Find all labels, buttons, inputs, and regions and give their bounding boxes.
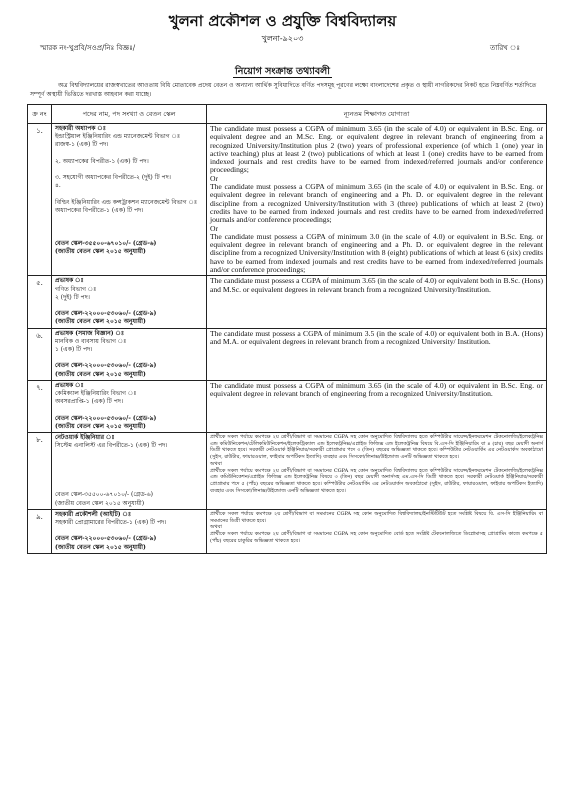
post-line	[55, 223, 203, 231]
post-line: সহকারী অধ্যাপক ঃ	[55, 125, 106, 132]
date-label: তারিখ ঃ	[490, 44, 520, 52]
qualification-paragraph: Or	[210, 173, 219, 183]
row-post-cell	[52, 328, 207, 380]
table-row	[28, 276, 547, 328]
row-serial: ৫.	[28, 276, 52, 328]
post-line	[55, 215, 203, 223]
row-qualification-cell	[207, 509, 547, 553]
post-line	[55, 459, 203, 467]
post-line: বেতন স্কেল-২২০০০-৫৩০৬০/- (গ্রেড-৯)	[55, 310, 157, 318]
post-line: বেতন স্কেল-২২০০০-৫৩০৬০/- (গ্রেড-৯)	[55, 535, 157, 543]
qualification-paragraph: The candidate must possess a CGPA of minimum 3.65 (in the scale of 4.0) or equivalent in B.Sc. Eng. or equivalent degree in relevant branch of engineering and a Ph. D. or equivalent degree in the relevant discipline from a recognized University/Institution with 3 (three) publications of which at least 2 (two) credits have to be earned from indexed journals and rest credits have to be earned from indexed/referred journals and/or conference proceedings;	[210, 182, 543, 225]
post-line: রাজস্ব-১ (এক) টি পদ।	[55, 141, 109, 149]
intro-paragraph: অত্র বিশ্ববিদ্যালয়ের রাজস্বখাতের আওতায় বিধি মোতাবেক প্রদেয় বেতন ও অন্যান্য আর্থিক সুবিধাদিতে বর্ণিত পদসমূহ পূরণের লক্ষ্যে বাংলাদেশের প্রকৃত ও স্থায়ী নাগরিকদের নিকট হতে নিম্নবর্ণিত শর্তাদিতে সম্পূর্ণ অস্থায়ী ভিত্তিতে দরখাস্ত আহবান করা যাচ্ছে।	[30, 82, 537, 98]
row-post-cell	[52, 433, 207, 510]
post-line	[55, 354, 203, 362]
qualification-paragraph: প্রার্থীকে সকল পর্যায়ে কমপক্ষে ২য় শ্রেণী/বিভাগ বা সমমানের CGPA সহ কোন অনুমোদিত বোর্ড হতে সংশ্লিষ্ট টেকনোলজিতে ডিপ্লোমাসহ প্রোগ্রামিং কাজে কমপক্ষে ৫ (পাঁচ) বছরের চাকুরির অভিজ্ঞতা থাকতে হবে।	[210, 530, 543, 544]
post-line: সিস্টেম এনালিস্ট এর বিপরীতে-১ (এক) টি পদ।	[55, 442, 168, 450]
post-line: প্রভাষক ঃ	[55, 277, 84, 285]
qualification-paragraph: অথবা	[210, 524, 222, 531]
post-line: সহকারী প্রোগ্রামারের বিপরীতে-১ (এক) টি পদ।	[55, 519, 167, 527]
post-line: বেতন স্কেল-২২০০০-৫৩০৬০/- (গ্রেড-৯)	[55, 414, 157, 422]
header-serial: ক্র নং	[28, 105, 52, 124]
post-line: ১ (এক) টি পদ।	[55, 345, 93, 353]
row-serial: ১.	[28, 124, 52, 276]
university-city: খুলনা-৯২০৩	[261, 34, 304, 43]
post-line: ২ (দুই) টি পদ।	[55, 293, 90, 301]
row-post-cell	[52, 124, 207, 276]
qualification-paragraph: Or	[210, 223, 219, 233]
row-serial: ৮.	[28, 433, 52, 510]
post-line	[55, 450, 203, 458]
post-line: অবসরপ্রাপ্তি-১ (এক) টি পদ।	[55, 398, 124, 406]
row-post-cell	[52, 380, 207, 432]
post-line: (জাতীয় বেতন স্কেল ২০১৫ অনুযায়ী)	[55, 422, 146, 430]
reference-number: স্মারক নং-খুপ্রবি/সওপ্র/নিঃ বিজ্ঞঃ/	[40, 44, 136, 52]
post-line: বিল্ডিং ইঞ্জিনিয়ারিং এন্ড কন্সট্রাকশন ম্যানেজমেন্ট বিভাগ ঃ	[55, 198, 198, 206]
row-serial: ৬.	[28, 328, 52, 380]
header-post: পদের নাম, পদ সংখ্যা ও বেতন স্কেল	[52, 105, 207, 124]
post-line: (জাতীয় বেতন স্কেল ২০১৫ অনুযায়ী)	[55, 370, 146, 378]
row-qualification-cell	[207, 433, 547, 510]
qualification-paragraph: প্রার্থীকে সকল পর্যায়ে কমপক্ষে ২য় শ্রেণী/বিভাগ বা সমমানের CGPA সহ কোন অনুমোদিত বিশ্ববিদ্যালয় হতে কম্পিউটার সায়েন্স/ইনফরমেশন টেকনোলজি/ইলেকট্রনিক্স এন্ড কমিউনিকেশন/টেলিকমিউনিকেশন/ইলেকট্রিক্যাল এন্ড ইলেকট্রনিক্স/এপ্লাইড ফিজিক্স এন্ড ইলেকট্রনিক্স বিষয়ে বি.এস-সি ইঞ্জিনিয়ারিং বা ৪ (চার) বছর মেয়াদী অনার্স ডিগ্রী থাকতে হবে। সরকারী নেটওয়ার্ক ইঞ্জিনিয়ার/সরকারী প্রোগ্রামার পদে ৩ (তিন) বছরের অভিজ্ঞতা থাকতে হবে। কম্পিউটার নেটওয়ার্কিং এর নেটওয়ার্কস অবকাঠামো (সুইস, রাউটার, ফায়ারওয়াল, ফাইবার অপটিকস ইত্যাদি) ব্যবহার এবং সিসকো/লিনাক্স/উইন্ডোজ এনটি অভিজ্ঞতা থাকতে হবে।	[210, 434, 543, 461]
qualification-paragraph: The candidate must possess a CGPA of minimum 3.5 (in the scale of 4.0) or equivalent both in B.A. (Hons) and M.A. or equivalent degrees in relevant branch from a recognized University/ Institution.	[210, 328, 543, 346]
post-line: ৪.	[55, 182, 61, 190]
post-line: অধ্যাপকের বিপরীতে-১ (এক) টি পদ।	[55, 207, 144, 215]
post-line: (জাতীয় বেতন স্কেল ২০১৫ অনুযায়ী)	[55, 318, 146, 326]
post-line	[55, 166, 203, 174]
header-qualification: ন্যূনতম শিক্ষাগত যোগ্যতা	[207, 105, 547, 124]
row-qualification-cell	[207, 380, 547, 432]
post-line: প্রভাষক ঃ	[55, 381, 84, 389]
qualification-paragraph: The candidate must possess a CGPA of minimum 3.65 (in the scale of 4.0) or equivalent in B.Sc. Eng. or equivalent degree in relevant branch of engineering from a recognized University/Institution.	[210, 380, 543, 399]
row-qualification-cell	[207, 276, 547, 328]
post-line	[55, 302, 203, 310]
post-line: প্রভাষক (সমাজ বিজ্ঞান) ঃ	[55, 329, 125, 337]
qualification-paragraph: প্রার্থীকে সকল পর্যায়ে কমপক্ষে ২য় শ্রেণী/বিভাগ বা সমমানের CGPA সহ কোন অনুমোদিত বিশ্ববিদ্যালয় হতে কম্পিউটার সায়েন্স/ইনফরমেশন টেকনোলজি/ইলেকট্রনিক্স এন্ড কমিউনিকেশন/এপ্লাইড ফিজিক্স এন্ড ইলেকট্রনিক্স বিষয়ে ৩ (তিন) বছর মেয়াদী অনার্সসহ এম.এস-সি ডিগ্রী থাকতে হবে। সরকারী নেটওয়ার্ক ইঞ্জিনিয়ার/সরকারী প্রোগ্রামার পদে ৫ (পাঁচ) বছরের অভিজ্ঞতা থাকতে হবে। কম্পিউটার নেটওয়ার্কিং এর নেটওয়ার্কস অবকাঠামো (সুইস, রাউটার, ফায়ারওয়াল, ফাইবার অপটিকস ইত্যাদি) ব্যবহার এবং সিসকো/লিনাক্স/উইন্ডোজ এনটি অভিজ্ঞতা থাকতে হবে।	[210, 467, 543, 494]
post-line: (জাতীয় বেতন স্কেল ২০১৫ অনুযায়ী)	[55, 499, 145, 507]
qualification-paragraph: The candidate must possess a CGPA of minimum 3.65 (in the scale of 4.0) or equivalent in B.Sc. Eng. or equivalent degree and an M.Sc. Eng. or equivalent degree in relevant branch of engineering from a recognized University/Institution plus 2 (two) years of professional experience (of which 1 (one) year in active teaching) plus at least 2 (two) publications of which at least 1 (one) credits have to be earned from indexed journals and rest credits have to be earned from indexed/referred journals and/or conference proceedings;	[210, 124, 543, 175]
post-line: বেতন স্কেল-৩৫৫০০-৬৭০১০/- (গ্রেড-৬)	[55, 491, 153, 499]
qualification-paragraph: অথবা	[210, 460, 222, 467]
qualification-paragraph: The candidate must possess a CGPA of minimum 3.0 (in the scale of 4.0) or equivalent in B.Sc. Eng. or equivalent degree in relevant branch of engineering and a Ph. D. or equivalent degree in the relevant discipline from a recognized University/Institution with 8 (eight) publications of which at least 6 (six) credits have to be earned from indexed journals and rest credits have to be earned from indexed/referred journals and/or conference proceedings;	[210, 231, 543, 275]
table-row	[28, 124, 547, 276]
row-qualification-cell	[207, 124, 547, 276]
row-qualification-cell	[207, 328, 547, 380]
qualification-paragraph: প্রার্থীকে সকল পর্যায়ে কমপক্ষে ২য় শ্রেণী/বিভাগ বা সমমানের CGPA সহ কোন অনুমোদিত বিশ্ববিদ্যালয়/ইনস্টিটিউট হতে সংশ্লিষ্ট বিষয়ে বি. এস-সি ইঞ্জিনিয়ারিং বা সমমানের ডিগ্রী থাকতে হবে।	[210, 510, 543, 524]
post-line: (জাতীয় বেতন স্কেল ২০১৫ অনুযায়ী)	[55, 543, 146, 551]
ad-title-text: নিয়োগ সংক্রান্ত তথ্যাবলী	[235, 66, 330, 77]
table-row	[28, 380, 547, 432]
post-line	[55, 150, 203, 158]
post-line	[55, 483, 203, 491]
post-line: মানবিক ও ব্যবসায় বিভাগ ঃ	[55, 337, 127, 345]
table-row	[28, 328, 547, 380]
post-line: ২. অধ্যাপকের বিপরীত-১ (এক) টি পদ।	[55, 157, 149, 165]
recruitment-table	[27, 104, 547, 554]
row-serial: ৭.	[28, 380, 52, 432]
row-post-cell	[52, 276, 207, 328]
post-line: নেটওয়ার্ক ইঞ্জিনিয়ার ঃ	[55, 434, 115, 441]
post-line	[55, 467, 203, 475]
post-line: (জাতীয় বেতন স্কেল ২০১৫ অনুযায়ী)	[55, 248, 146, 256]
post-line	[55, 475, 203, 483]
university-name: খুলনা প্রকৌশল ও প্রযুক্তি বিশ্ববিদ্যালয়	[168, 12, 397, 30]
ad-title	[0, 65, 565, 80]
post-line: সহকারী প্রকৌশলী (আইটি) ঃ	[55, 510, 132, 518]
table-header-row	[28, 105, 547, 124]
row-serial: ৯.	[28, 509, 52, 553]
row-post-cell	[52, 509, 207, 553]
post-line: বেতন স্কেল-২২০০০-৫৩০৬০/- (গ্রেড-৯)	[55, 362, 157, 370]
post-line	[55, 527, 203, 535]
post-line: কেমিক্যাল ইঞ্জিনিয়ারিং বিভাগ ঃ	[55, 389, 137, 397]
qualification-paragraph: The candidate must possess a CGPA of minimum 3.65 (in the scale of 4.0) or equivalent both in B.Sc. (Hons) and M.Sc. or equivalent degrees in relevant branch from a recognized University/Institution.	[210, 276, 543, 294]
post-line	[55, 406, 203, 414]
post-line: ইন্ডাস্ট্রিয়াল ইঞ্জিনিয়ারিং এন্ড ম্যানেজমেন্ট বিভাগ ঃ	[55, 133, 181, 141]
post-line: গণিত বিভাগ ঃ	[55, 285, 97, 293]
table-row	[28, 509, 547, 553]
post-line	[55, 232, 203, 240]
post-line: ৩. সহযোগী অধ্যাপকের বিপরীতে-২ (দুই) টি পদ।	[55, 174, 171, 182]
table-row	[28, 433, 547, 510]
post-line	[55, 191, 203, 199]
post-line: বেতন স্কেল-৩৫৫০০-৬৭০১০/- (গ্রেড-৬)	[55, 239, 157, 247]
